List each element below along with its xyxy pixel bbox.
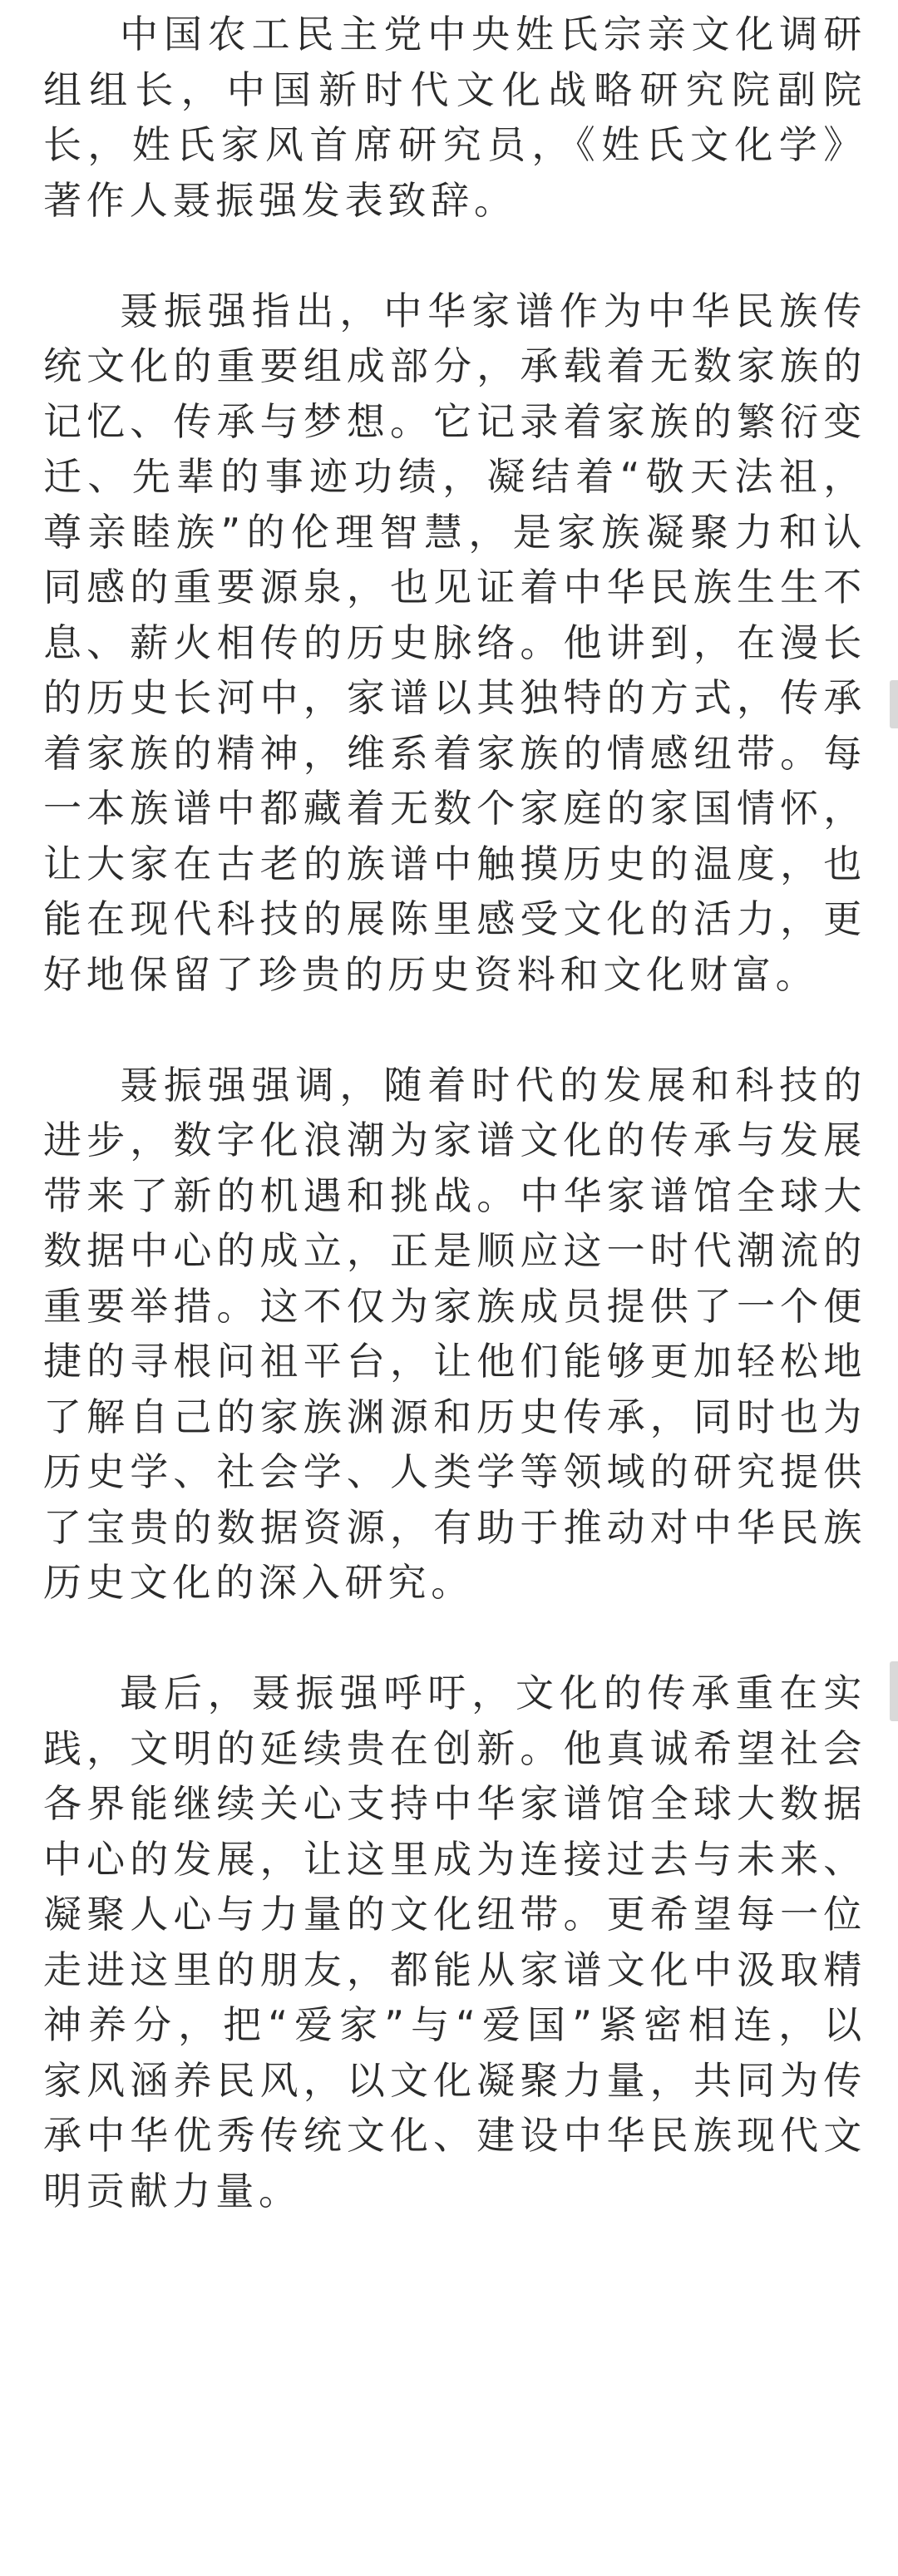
scroll-indicator-lower	[890, 1661, 898, 1721]
article-body	[43, 7, 866, 2274]
paragraph-closing: 最后，聂振强呼吁，文化的传承重在实践，文明的延续贵在创新。他真诚希望社会各界能继续关心支持中华家谱馆全球大数据中心的发展，让这里成为连接过去与未来、凝聚人心与力量的文化纽带。更希望每一位走进这里的朋友，都能从家谱文化中汲取精神养分，把“爱家”与“爱国”紧密相连，以家风涵养民风，以文化凝聚力量，共同为传承中华优秀传统文化、建设中华民族现代文明贡献力量。	[43, 1670, 866, 2213]
scroll-indicator-upper	[890, 680, 898, 728]
paragraph-heritage: 聂振强指出，中华家谱作为中华民族传统文化的重要组成部分，承载着无数家族的记忆、传承与梦想。它记录着家族的繁衍变迁、先辈的事迹功绩，凝结着“敬天法祖，尊亲睦族”的伦理智慧，是家族凝聚力和认同感的重要源泉，也见证着中华民族生生不息、薪火相传的历史脉络。他讲到，在漫长的历史长河中，家谱以其独特的方式，传承着家族的精神，维系着家族的情感纽带。每一本族谱中都藏着无数个家庭的家国情怀，让大家在古老的族谱中触摸历史的温度，也能在现代科技的展陈里感受文化的活力，更好地保留了珍贵的历史资料和文化财富。	[43, 288, 866, 997]
paragraph-digital: 聂振强强调，随着时代的发展和科技的进步，数字化浪潮为家谱文化的传承与发展带来了新的机遇和挑战。中华家谱馆全球大数据中心的成立，正是顺应这一时代潮流的重要举措。这不仅为家族成员提供了一个便捷的寻根问祖平台，让他们能够更加轻松地了解自己的家族渊源和历史传承，同时也为历史学、社会学、人类学等领域的研究提供了宝贵的数据资源，有助于推动对中华民族历史文化的深入研究。	[43, 1062, 866, 1605]
paragraph-intro: 中国农工民主党中央姓氏宗亲文化调研组组长，中国新时代文化战略研究院副院长，姓氏家风首席研究员，《姓氏文化学》著作人聂振强发表致辞。	[43, 12, 866, 223]
